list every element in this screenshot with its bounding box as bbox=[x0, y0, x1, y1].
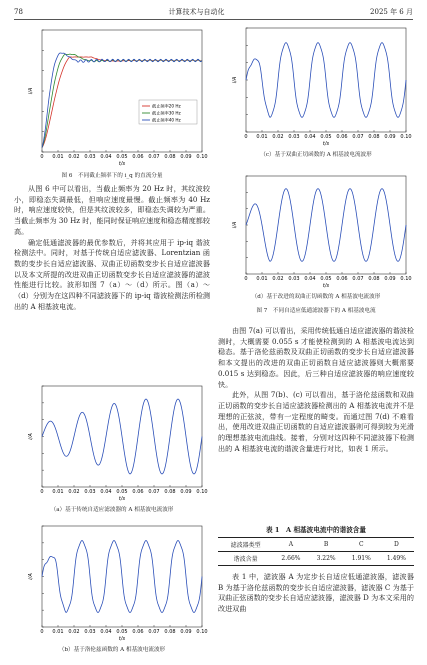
x-tick-label: 0.07 bbox=[352, 134, 364, 140]
x-tick-label: 0 bbox=[244, 276, 248, 282]
x-tick-label: 0 bbox=[40, 489, 44, 495]
running-header bbox=[14, 6, 413, 18]
x-tick-label: 0.01 bbox=[256, 276, 268, 282]
fig7b-caption: （b）基于洛伦兹函数的 A 相基波电流波形 bbox=[58, 647, 166, 653]
x-tick-label: 0.07 bbox=[148, 489, 160, 495]
figure-6 bbox=[14, 22, 210, 179]
x-tick-label: 0.04 bbox=[304, 276, 316, 282]
paragraph: 此外，从图 7(b)、(c) 可以看出，基于洛伦兹函数和双曲正切函数的变步长自适应滤波器检测出的 A 相基波电流并不是理想的正弦波，带有一定程度的畸变。而通过图 7(d) 不难看出，使用改进双曲正切函数的自适应滤波器则可得到较为光滑的理想基波电流曲线。接着，分别对这四种不同滤波器下检测出的 A 相基波电流的谐波含量进行对比，如表 1 所示。 bbox=[218, 390, 414, 453]
x-tick-label: 0.04 bbox=[100, 154, 112, 160]
right-body-text-2 bbox=[218, 572, 414, 615]
paragraph: 确定低通滤波器的最优参数后，并将其应用于 ip-iq 谐波检测法中。同时，对基于传统自适应滤波器、Lorentzian 函数的变步长自适应滤波器、双曲正切函数变步长自适应滤波器以及本文所提的改进双曲正切函数变步长自适应滤波器的滤波性能进行比较。波形如图 7（a）～（d）所示。图（a）～（d）分别为在这四种不同滤波器下的 ip-iq 谐波检测法所检测出的 A 相基波电流。 bbox=[14, 237, 210, 311]
paragraph: 表 1 中，滤波器 A 为定步长自适应低通滤波器，滤波器 B 为基于洛伦兹函数的变步长自适应滤波器，滤波器 C 为基于双曲正弦函数的变步长自适应滤波器，滤波器 D 为本文采用的改进双曲 bbox=[218, 572, 414, 614]
x-tick-label: 0.08 bbox=[164, 154, 176, 160]
x-tick-label: 0.08 bbox=[164, 489, 176, 495]
x-tick-label: 0.06 bbox=[132, 629, 144, 635]
fig7c-caption: （c）基于双曲正切函数的 A 相基波电流波形 bbox=[260, 152, 372, 158]
fig7d-chart bbox=[218, 170, 414, 292]
x-tick-label: 0.09 bbox=[384, 276, 396, 282]
table-cell: 2.66% bbox=[281, 555, 301, 562]
table-header-cell: D bbox=[394, 541, 399, 548]
x-tick-label: 0.06 bbox=[132, 489, 144, 495]
x-tick-label: 0 bbox=[244, 134, 248, 140]
x-tick-label: 0.06 bbox=[336, 276, 348, 282]
table-header-cell: B bbox=[323, 541, 329, 548]
y-axis-label: i/A bbox=[232, 76, 238, 84]
x-tick-label: 0.09 bbox=[384, 134, 396, 140]
figure-7a bbox=[14, 380, 210, 513]
figure-7c bbox=[218, 22, 414, 158]
x-tick-label: 0.03 bbox=[84, 629, 96, 635]
fig7a-caption: （a）基于传统自适应滤波器的 A 相基波电流波形 bbox=[50, 507, 174, 513]
x-tick-label: 0.09 bbox=[180, 489, 192, 495]
x-axis-label: t/s bbox=[118, 161, 126, 167]
current-waveform bbox=[42, 399, 202, 474]
x-axis-label: t/s bbox=[118, 636, 126, 642]
right-body-text bbox=[218, 326, 414, 454]
x-tick-label: 0.03 bbox=[288, 134, 300, 140]
x-tick-label: 0.05 bbox=[116, 154, 128, 160]
x-tick-label: 0.04 bbox=[100, 489, 112, 495]
table1-caption: 表 1 A 相基波电流中的谐波含量 bbox=[265, 526, 366, 534]
y-axis-label: i/A bbox=[28, 87, 34, 95]
x-tick-label: 0.08 bbox=[368, 134, 380, 140]
x-tick-label: 0.07 bbox=[148, 154, 160, 160]
table-cell: 1.91% bbox=[351, 555, 371, 562]
left-body-text bbox=[14, 184, 210, 312]
x-tick-label: 0.05 bbox=[116, 489, 128, 495]
x-tick-label: 0.02 bbox=[68, 154, 80, 160]
x-tick-label: 0.10 bbox=[196, 629, 208, 635]
page-number: 78 bbox=[14, 8, 23, 16]
x-tick-label: 0.02 bbox=[68, 629, 80, 635]
x-tick-label: 0.10 bbox=[196, 489, 208, 495]
table-cell: 3.22% bbox=[316, 555, 336, 562]
table-1 bbox=[218, 524, 414, 566]
table-row bbox=[218, 552, 414, 566]
fig6-caption: 图 6 不同截止频率下的 i_q 的直流分量 bbox=[61, 173, 163, 179]
x-tick-label: 0.09 bbox=[180, 629, 192, 635]
fig7c-chart bbox=[218, 22, 414, 150]
x-axis-label: t/s bbox=[322, 283, 330, 289]
x-tick-label: 0.06 bbox=[336, 134, 348, 140]
paragraph: 由图 7(a) 可以看出，采用传统低通自适应滤波器的谐波检测时，大概需要 0.055 s 才能使检测到的 A 相基波电流达到稳态。基于洛伦兹函数及双曲正切函数的变步长自适应滤波器和本文提出的改进的双曲正切函数自适应滤波器则大概需要 0.015 s 达到稳态。因此，后三种自适应滤波器的响应速度较快。 bbox=[218, 326, 414, 389]
x-tick-label: 0.07 bbox=[352, 276, 364, 282]
x-tick-label: 0.04 bbox=[100, 629, 112, 635]
x-tick-label: 0.05 bbox=[320, 134, 332, 140]
x-axis-label: t/s bbox=[118, 496, 126, 502]
x-tick-label: 0.03 bbox=[84, 489, 96, 495]
x-tick-label: 0.10 bbox=[196, 154, 208, 160]
legend-label: 截止频率40 Hz bbox=[152, 117, 181, 123]
x-tick-label: 0.03 bbox=[84, 154, 96, 160]
table-header-cell: 滤波器类型 bbox=[230, 542, 261, 549]
paragraph: 从图 6 中可以看出，当截止频率为 20 Hz 时，其纹波较小，即稳态失调最低，但响应速度最慢。截止频率为 40 Hz 时，响应速度较快，但是其纹波较多，即稳态失调较为严重。当截止频率为 30 Hz 时，能同时保证响应速度和稳态精度都较高。 bbox=[14, 184, 210, 236]
x-tick-label: 0.08 bbox=[164, 629, 176, 635]
table-header-row bbox=[218, 538, 414, 552]
x-axis-label: t/s bbox=[322, 141, 330, 147]
fig7b-chart bbox=[14, 520, 210, 645]
x-tick-label: 0.06 bbox=[132, 154, 144, 160]
fig6-chart bbox=[14, 22, 210, 170]
fig7-caption: 图 7 不同自适应低通滤波器下的 A 相基波电流 bbox=[256, 308, 376, 314]
x-tick-label: 0 bbox=[40, 629, 44, 635]
current-waveform bbox=[42, 541, 202, 613]
x-tick-label: 0.07 bbox=[148, 629, 160, 635]
x-tick-label: 0.05 bbox=[116, 629, 128, 635]
harmonic-table bbox=[218, 537, 414, 566]
x-tick-label: 0.09 bbox=[180, 154, 192, 160]
x-tick-label: 0.08 bbox=[368, 276, 380, 282]
current-waveform bbox=[246, 189, 406, 262]
x-tick-label: 0.10 bbox=[400, 276, 412, 282]
legend-label: 截止频率30 Hz bbox=[152, 110, 181, 116]
x-tick-label: 0.04 bbox=[304, 134, 316, 140]
x-tick-label: 0.02 bbox=[68, 489, 80, 495]
table-header-cell: A bbox=[288, 541, 294, 548]
x-tick-label: 0.02 bbox=[272, 134, 284, 140]
x-tick-label: 0.02 bbox=[272, 276, 284, 282]
y-axis-label: i/A bbox=[28, 433, 34, 440]
figure-7d bbox=[218, 170, 414, 314]
figure-7b bbox=[14, 520, 210, 653]
y-axis-label: i/A bbox=[232, 221, 238, 229]
legend-label: 截止频率20 Hz bbox=[152, 103, 181, 109]
fig7a-chart bbox=[14, 380, 210, 505]
x-tick-label: 0.05 bbox=[320, 276, 332, 282]
x-tick-label: 0.10 bbox=[400, 134, 412, 140]
plot-frame bbox=[42, 30, 202, 152]
table-header-cell: C bbox=[358, 541, 364, 548]
journal-name: 计算技术与自动化 bbox=[168, 8, 225, 16]
current-waveform bbox=[246, 43, 406, 118]
fig7d-caption: （d）基于改进的双曲正切函数的 A 相基波电流波形 bbox=[251, 294, 381, 300]
x-tick-label: 0.01 bbox=[52, 629, 64, 635]
issue-date: 2025 年 6 月 bbox=[370, 8, 413, 16]
x-tick-label: 0.01 bbox=[52, 154, 64, 160]
x-tick-label: 0 bbox=[40, 154, 44, 160]
header-rule bbox=[14, 19, 413, 20]
table-cell: 1.49% bbox=[386, 555, 406, 562]
x-tick-label: 0.01 bbox=[52, 489, 64, 495]
x-tick-label: 0.03 bbox=[288, 276, 300, 282]
table-cell: 谐波含量 bbox=[233, 556, 258, 563]
y-axis-label: i/A bbox=[28, 573, 34, 580]
x-tick-label: 0.01 bbox=[256, 134, 268, 140]
